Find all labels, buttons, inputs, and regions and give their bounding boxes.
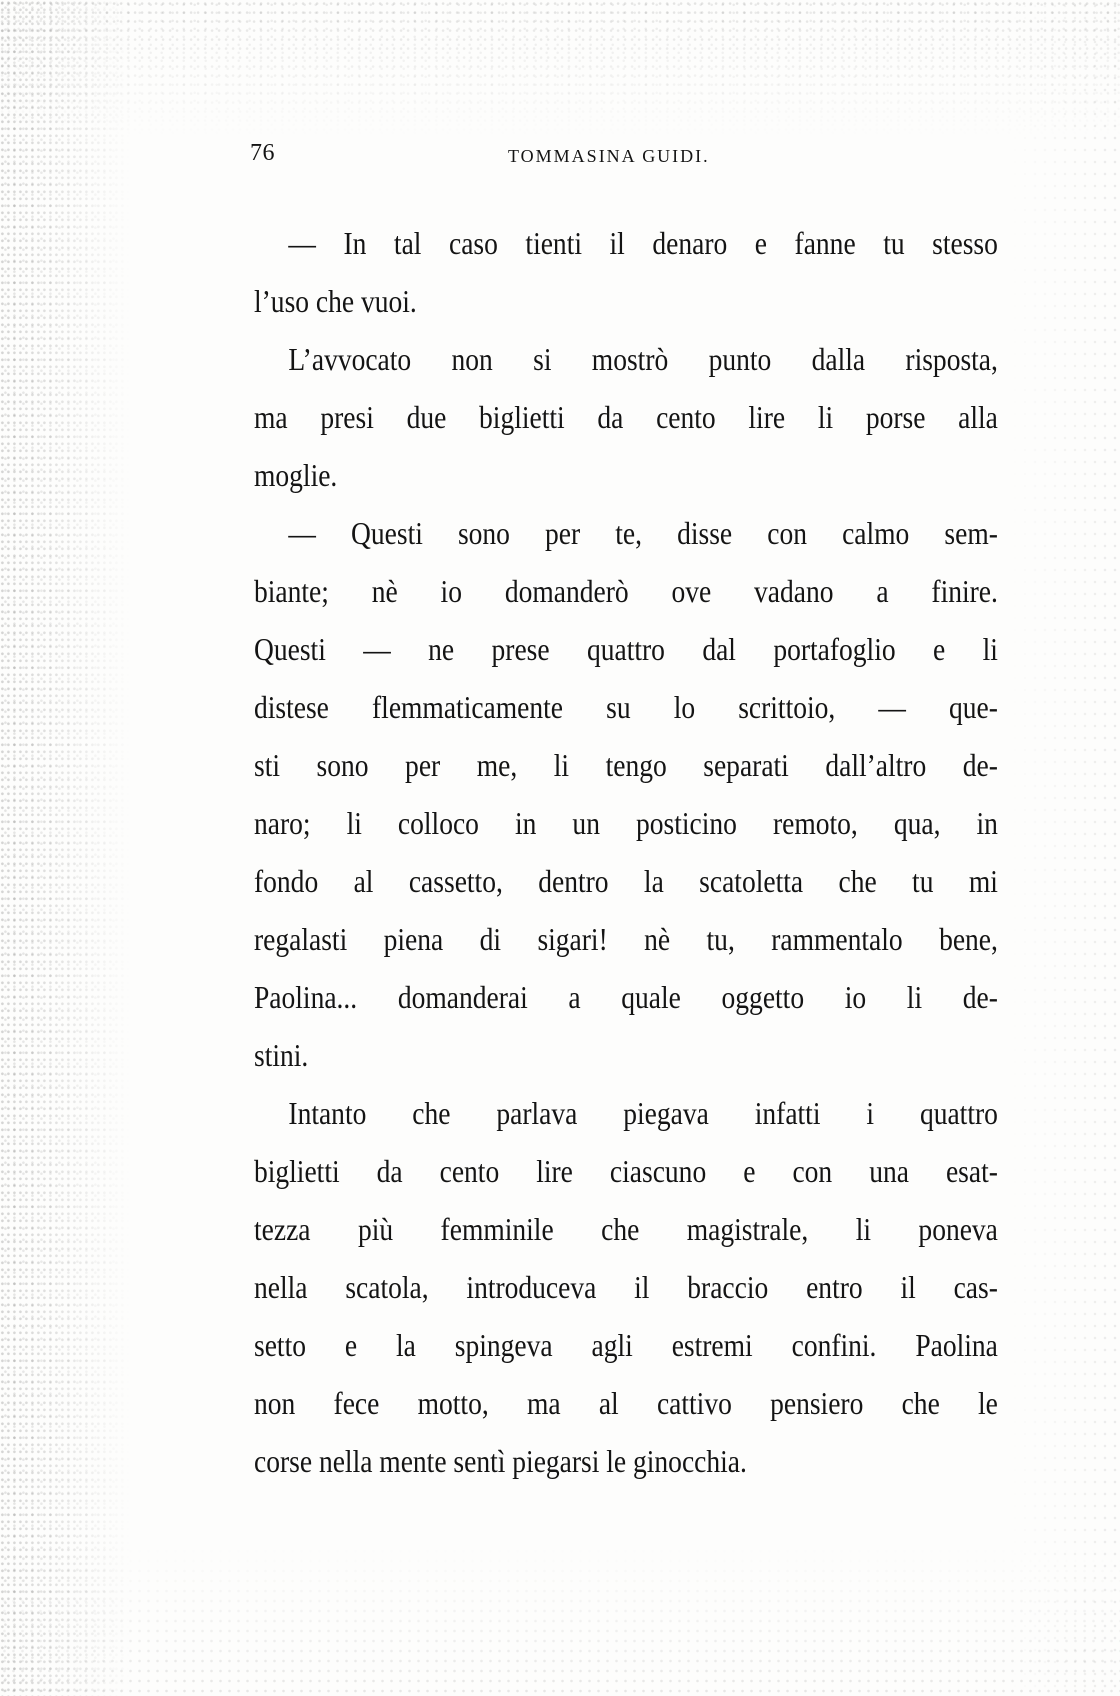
scan-noise-top	[0, 0, 1120, 140]
text-line: sti sono per me, li tengo separati dall’altro de-	[254, 747, 998, 783]
text-line: corse nella mente sentì piegarsi le ginocchia.	[254, 1443, 747, 1479]
text-line: naro; li colloco in un posticino remoto, qua, in	[254, 805, 998, 841]
text-line: Paolina... domanderai a quale oggetto io li de-	[254, 979, 998, 1015]
scan-noise-bottom	[0, 1546, 1120, 1696]
text-line: distese flemmaticamente su lo scrittoio, — que-	[254, 689, 998, 725]
text-line: l’uso che vuoi.	[254, 283, 417, 319]
text-line: biante; nè io domanderò ove vadano a finire.	[254, 573, 998, 609]
scan-noise-left	[0, 0, 130, 1696]
text-line: moglie.	[254, 457, 338, 493]
text-line: tezza più femminile che magistrale, li poneva	[254, 1211, 998, 1247]
page-number: 76	[250, 140, 275, 166]
text-line: Questi — ne prese quattro dal portafoglio e li	[254, 631, 998, 667]
text-line: biglietti da cento lire ciascuno e con una esat-	[254, 1153, 998, 1189]
page-header	[250, 140, 1000, 180]
text-line: ma presi due biglietti da cento lire li porse alla	[254, 399, 998, 435]
text-line: fondo al cassetto, dentro la scatoletta che tu mi	[254, 863, 998, 899]
body-text	[254, 214, 998, 1490]
text-line: stini.	[254, 1037, 309, 1073]
text-line: setto e la spingeva agli estremi confini. Paolina	[254, 1327, 998, 1363]
text-line: L’avvocato non si mostrò punto dalla risposta,	[288, 341, 998, 377]
running-title: TOMMASINA GUIDI.	[508, 146, 710, 166]
text-line: regalasti piena di sigari! nè tu, rammentalo bene,	[254, 921, 998, 957]
text-line: nella scatola, introduceva il braccio entro il cas-	[254, 1269, 998, 1305]
text-line: — In tal caso tienti il denaro e fanne tu stesso	[288, 225, 998, 261]
text-line: Intanto che parlava piegava infatti i quattro	[288, 1095, 998, 1131]
text-line: — Questi sono per te, disse con calmo sem-	[288, 515, 998, 551]
scan-noise-right	[1010, 0, 1120, 1696]
text-line: non fece motto, ma al cattivo pensiero che le	[254, 1385, 998, 1421]
